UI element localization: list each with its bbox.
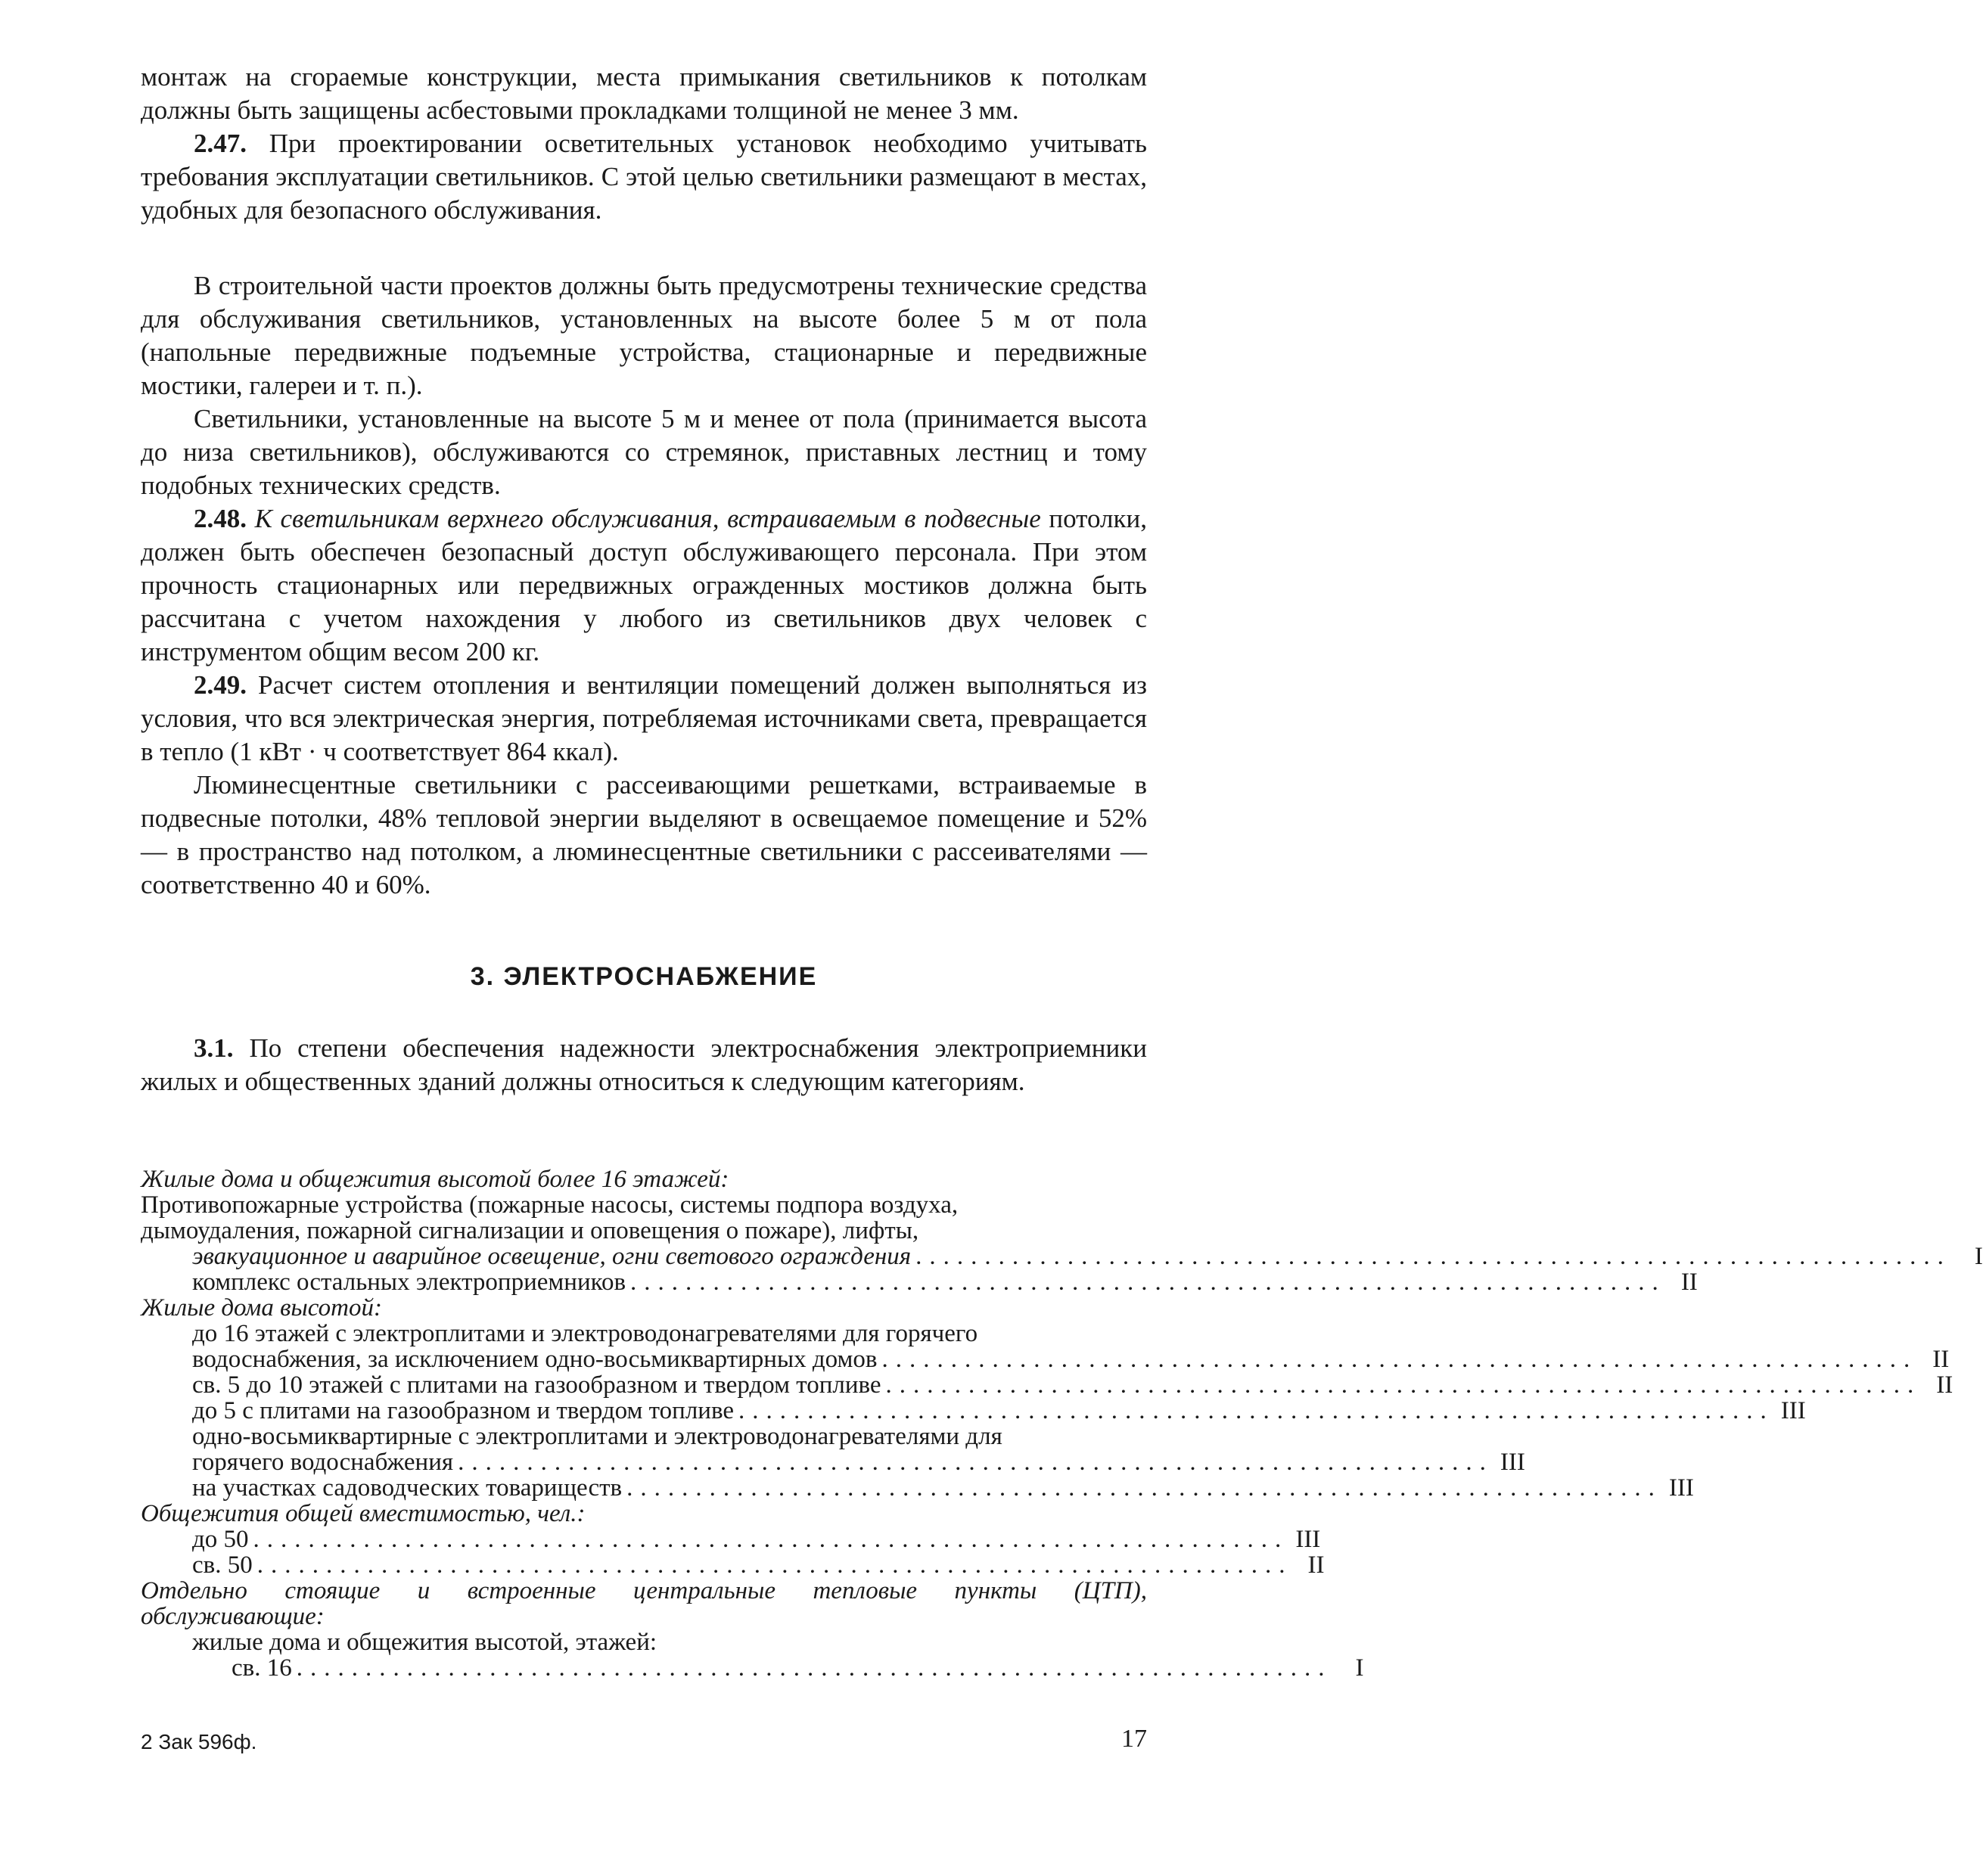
- list-item: [141, 1346, 1950, 1373]
- leader-dots: ...........................................................................: [626, 1474, 1662, 1502]
- list-item: [141, 1371, 1953, 1399]
- category-value: II: [1932, 1346, 1950, 1373]
- category-value: II: [1936, 1371, 1953, 1399]
- list-caption: Жилые дома высотой:: [141, 1294, 382, 1322]
- clause-text: потолки, должен быть обеспечен безопасный доступ обслуживающего персонала. При этом прочность стационарных или передвижных огражденных мостиков должна быть рассчитана с учетом нахождения у любого из светильников двух человек с инструментом общим весом 200 кг.: [141, 504, 1147, 666]
- category-value: II: [1680, 1269, 1698, 1296]
- list-text: Противопожарные устройства (пожарные насосы, системы подпора воздуха,: [141, 1191, 959, 1219]
- leader-dots: ...........................................................................: [296, 1654, 1332, 1682]
- list-caption: Жилые дома и общежития высотой более 16 этажей:: [141, 1166, 729, 1193]
- category-value: III: [1780, 1397, 1806, 1424]
- clause-number: 3.1.: [194, 1033, 234, 1063]
- category-value: III: [1668, 1474, 1694, 1502]
- leader-dots: ...........................................................................: [738, 1397, 1774, 1424]
- list-item-label: горячего водоснабжения: [192, 1449, 454, 1476]
- page-number: 17: [1121, 1725, 1147, 1753]
- list-caption: Общежития общей вместимостью, чел.:: [141, 1500, 586, 1527]
- clause-text: Расчет систем отопления и вентиляции помещений должен выполняться из условия, что вся электрическая энергия, потребляемая источниками света, превращается в тепло (1 кВт · ч соответствует 864 ккал).: [141, 670, 1147, 766]
- clause-italic-text: К светильникам верхнего обслуживания, встраиваемым в подвесные: [254, 504, 1041, 533]
- list-item: [141, 1551, 1325, 1579]
- leader-dots: ...........................................................................: [885, 1371, 1922, 1399]
- clause-2-49-para-2: Люминесцентные светильники с рассеивающими решетками, встраиваемые в подвесные потолки, 48% тепловой энергии выделяют в освещаемое помещение и 52% — в пространство над потолком, а люминесцентные светильники с рассеивателями — соответственно 40 и 60%.: [141, 770, 1147, 899]
- list-text: до 16 этажей с электроплитами и электроводонагревателями для горячего: [192, 1320, 978, 1347]
- intro-paragraph: монтаж на сгораемые конструкции, места примыкания светильников к потолкам должны быть защищены асбестовыми прокладками толщиной не менее 3 мм.: [141, 62, 1147, 125]
- clause-2-47: [141, 127, 1147, 227]
- category-value: III: [1295, 1526, 1321, 1553]
- category-value: I: [1974, 1243, 1983, 1270]
- clause-text: По степени обеспечения надежности электроснабжения электроприемники жилых и общественных зданий должны относиться к следующим категориям.: [141, 1033, 1147, 1096]
- list-item-label: комплекс остальных электроприемников: [192, 1269, 626, 1296]
- list-text: дымоудаления, пожарной сигнализации и оповещения о пожаре), лифты,: [141, 1217, 919, 1244]
- leader-dots: ...........................................................................: [915, 1243, 1951, 1270]
- clause-2-47-para-2: В строительной части проектов должны быть предусмотрены технические средства для обслуживания светильников, установленных на высоте более 5 м от пола (напольные передвижные подъемные устройства, стационарные и передвижные мостики, галереи и т. п.).: [141, 271, 1147, 400]
- clause-number: 2.47.: [194, 129, 247, 158]
- list-item-label: св. 16: [232, 1654, 292, 1682]
- list-item-label: водоснабжения, за исключением одно-восьмиквартирных домов: [192, 1346, 878, 1373]
- list-item-label: до 5 с плитами на газообразном и твердом топливе: [192, 1397, 734, 1424]
- category-value: II: [1307, 1551, 1325, 1579]
- list-caption: обслуживающие:: [141, 1603, 325, 1630]
- list-text: жилые дома и общежития высотой, этажей:: [192, 1629, 657, 1656]
- list-item: [141, 1654, 1364, 1682]
- list-item: [141, 1449, 1525, 1476]
- leader-dots: ...........................................................................: [256, 1551, 1293, 1579]
- clause-2-47-para-3: Светильники, установленные на высоте 5 м и менее от пола (принимается высота до низа светильников), обслуживаются со стремянок, приставных лестниц и тому подобных технических средств.: [141, 404, 1147, 500]
- category-value: III: [1500, 1449, 1525, 1476]
- list-caption: Отдельно стоящие и встроенные центральные тепловые пункты (ЦТП),: [141, 1577, 1147, 1604]
- clause-number: 2.48.: [194, 504, 247, 533]
- list-item: [141, 1526, 1321, 1553]
- leader-dots: ...........................................................................: [458, 1449, 1493, 1476]
- list-item-label: на участках садоводческих товариществ: [192, 1474, 623, 1502]
- list-item: [141, 1269, 1698, 1296]
- clause-2-48: [141, 502, 1147, 669]
- clause-text: При проектировании осветительных установок необходимо учитывать требования эксплуатации светильников. С этой целью светильники размещают в местах, удобных для безопасного обслуживания.: [141, 129, 1148, 225]
- clause-number: 2.49.: [194, 670, 247, 700]
- list-item-label: эвакуационное и аварийное освещение, огни светового ограждения: [192, 1243, 912, 1270]
- leader-dots: ...........................................................................: [630, 1269, 1666, 1296]
- list-item: [141, 1397, 1806, 1424]
- section-title: 3. ЭЛЕКТРОСНАБЖЕНИЕ: [470, 962, 818, 991]
- leader-dots: ...........................................................................: [253, 1526, 1289, 1553]
- list-item: [141, 1474, 1694, 1502]
- clause-2-49: [141, 669, 1147, 769]
- print-mark: 2 Зак 596ф.: [141, 1730, 257, 1753]
- category-value: I: [1355, 1654, 1364, 1682]
- list-item-label: св. 5 до 10 этажей с плитами на газообразном и твердом топливе: [192, 1371, 881, 1399]
- category-list: [141, 1166, 1983, 1682]
- clause-3-1: [141, 1032, 1147, 1098]
- leader-dots: ...........................................................................: [881, 1346, 1918, 1373]
- list-text: одно-восьмиквартирные с электроплитами и электроводонагревателями для: [192, 1423, 1002, 1450]
- list-item-label: до 50: [192, 1526, 249, 1553]
- list-item-label: св. 50: [192, 1551, 253, 1579]
- list-item: [141, 1243, 1983, 1270]
